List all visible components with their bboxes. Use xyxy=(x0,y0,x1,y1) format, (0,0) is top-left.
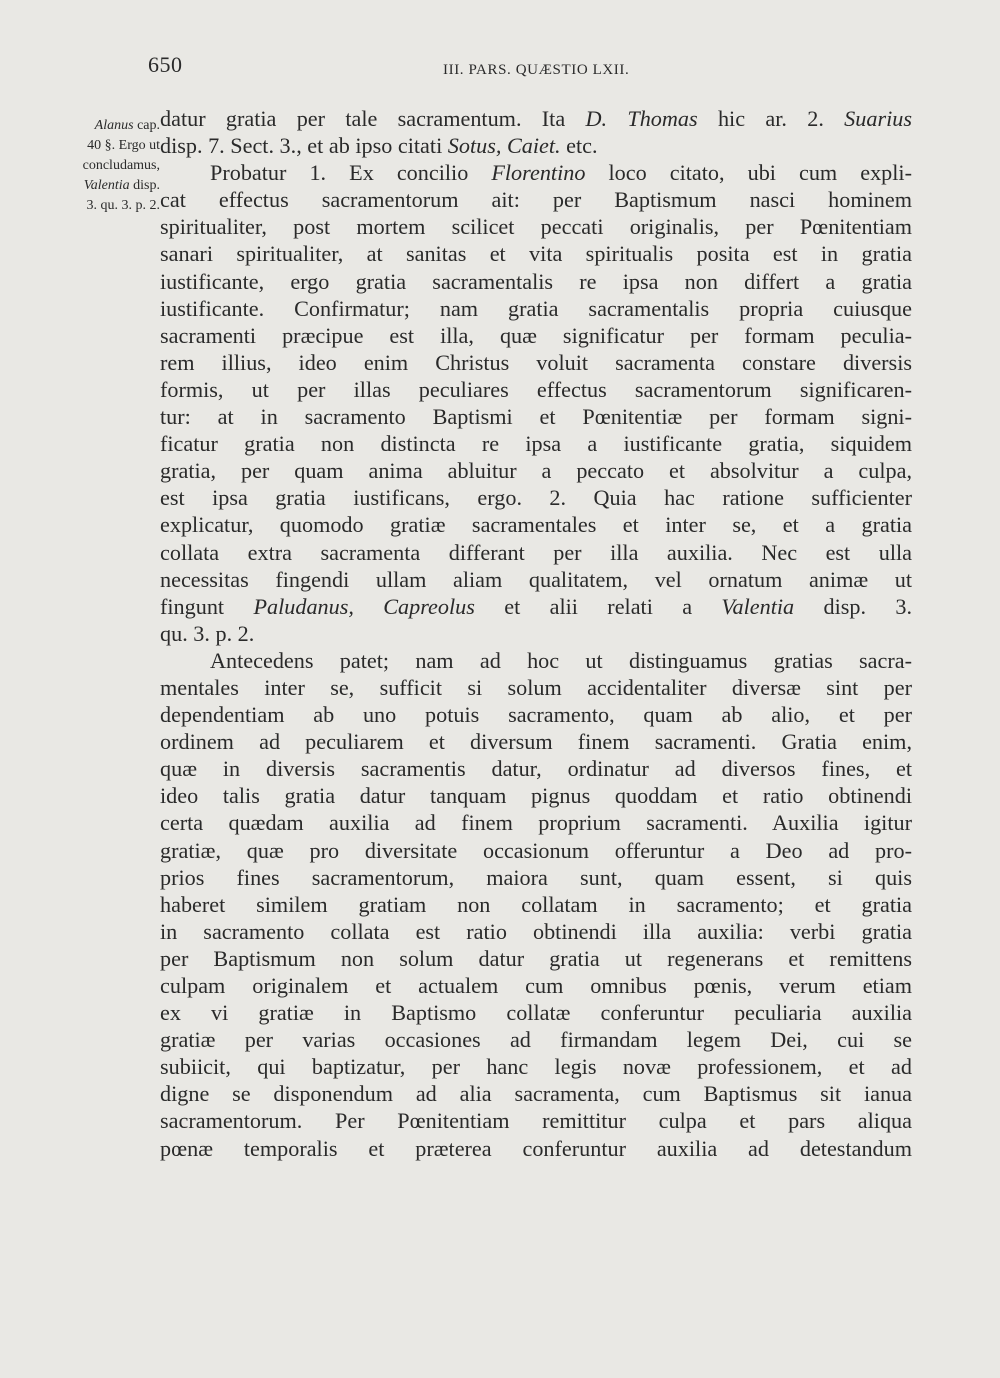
text-segment: ideo talis gratia datur tanquam pignus quoddam et ratio obtinendi xyxy=(160,783,912,809)
text-line xyxy=(160,105,912,132)
text-segment: ex vi gratiæ in Baptismo collatæ conferuntur peculiaria auxilia xyxy=(160,1000,912,1026)
text-segment: haberet similem gratiam non collatam in sacramento; et gratia xyxy=(160,891,912,917)
body-text xyxy=(160,105,912,1162)
text-line xyxy=(160,295,912,322)
text-line xyxy=(160,349,912,376)
text-line xyxy=(160,918,912,945)
text-segment: qu. 3. p. 2. xyxy=(160,620,255,646)
text-line xyxy=(160,132,912,159)
text-segment: iustificante, ergo gratia sacramentalis re ipsa non differt a gratia xyxy=(160,268,912,294)
text-segment: concludamus, xyxy=(82,158,160,173)
text-segment: dependentiam ab uno potuis sacramento, quam ab alio, et per xyxy=(160,702,912,728)
text-segment: prios fines sacramentorum, maiora sunt, quam essent, si quis xyxy=(160,864,912,890)
text-segment: per Baptismum non solum datur gratia ut regenerans et remittens xyxy=(160,945,912,971)
text-segment: loco citato, ubi cum expli- xyxy=(585,160,912,186)
text-segment: necessitas fingendi ullam aliam qualitatem, vel ornatum animæ ut xyxy=(160,566,912,592)
text-segment: disp. 3. xyxy=(794,593,912,619)
text-segment: pœnæ temporalis et præterea conferuntur auxilia ad detestandum xyxy=(160,1135,912,1161)
margin-note-line xyxy=(30,136,160,156)
text-segment: Probatur 1. Ex concilio xyxy=(210,160,492,186)
text-segment: gratiæ, quæ pro diversitate occasionum offeruntur a Deo ad pro- xyxy=(160,837,912,863)
text-segment: collata extra sacramenta differant per illa auxilia. Nec est ulla xyxy=(160,539,912,565)
text-line xyxy=(160,620,912,647)
text-line xyxy=(160,268,912,295)
text-segment: subiicit, qui baptizatur, per hanc legis novæ professionem, et ad xyxy=(160,1054,912,1080)
text-line xyxy=(160,593,912,620)
italic-citation: D. Thomas xyxy=(585,106,698,131)
text-line xyxy=(160,1026,912,1053)
text-segment: iustificante. Confirmatur; nam gratia sacramentalis propria cuiusque xyxy=(160,295,912,321)
text-line xyxy=(160,674,912,701)
text-segment: disp. xyxy=(129,178,160,193)
text-segment: disp. 7. Sect. 3., et ab ipso citati xyxy=(160,133,448,159)
text-line xyxy=(160,782,912,809)
text-segment: est ipsa gratia iustificans, ergo. 2. Quia hac ratione sufficienter xyxy=(160,485,912,511)
text-line xyxy=(160,186,912,213)
italic-citation: Valentia xyxy=(83,178,130,193)
text-line xyxy=(160,999,912,1026)
running-head: III. PARS. QUÆSTIO LXII. xyxy=(443,62,630,78)
text-segment: culpam originalem et actualem cum omnibus pœnis, verum etiam xyxy=(160,973,912,998)
text-line xyxy=(160,403,912,430)
text-line xyxy=(160,1107,912,1134)
italic-citation: Valentia xyxy=(721,593,795,619)
text-segment: hic ar. 2. xyxy=(697,106,845,131)
text-segment: explicatur, quomodo gratiæ sacramentales et inter se, et a gratia xyxy=(160,512,912,538)
text-line xyxy=(160,864,912,891)
text-segment: etc. xyxy=(560,133,598,159)
text-segment: fingunt xyxy=(160,593,254,619)
text-segment: gratia, per quam anima abluitur a peccato et absolvitur a culpa, xyxy=(160,458,912,484)
text-line xyxy=(160,457,912,484)
text-line xyxy=(160,728,912,755)
text-line xyxy=(160,945,912,972)
text-segment: tur: at in sacramento Baptismi et Pœnitentiæ per formam signi- xyxy=(160,404,912,430)
text-segment: sacramenti præcipue est illa, quæ significatur per formam peculia- xyxy=(160,322,912,348)
text-segment: ficatur gratia non distincta re ipsa a iustificante gratia, siquidem xyxy=(160,431,912,457)
text-segment: digne se disponendum ad alia sacramenta, cum Baptismus sit ianua xyxy=(160,1081,912,1107)
text-segment: formis, ut per illas peculiares effectus sacramentorum significaren- xyxy=(160,376,912,402)
text-line xyxy=(160,891,912,918)
text-segment: sanari spiritualiter, at sanitas et vita spiritualis posita est in gratia xyxy=(160,241,912,267)
text-line xyxy=(160,566,912,593)
italic-citation: Suarius xyxy=(844,106,912,131)
text-segment: quæ in diversis sacramentis datur, ordinatur ad diversos fines, et xyxy=(160,756,912,782)
margin-notes xyxy=(30,116,160,216)
text-segment: rem illius, ideo enim Christus voluit sacramenta constare diversis xyxy=(160,349,912,375)
italic-citation: Florentino xyxy=(491,160,586,186)
text-segment: sacramentorum. Per Pœnitentiam remittitur culpa et pars aliqua xyxy=(160,1108,912,1134)
text-segment: ordinem ad peculiarem et diversum finem sacramenti. Gratia enim, xyxy=(160,729,912,755)
margin-note-line xyxy=(30,196,160,216)
text-line xyxy=(160,837,912,864)
text-line xyxy=(160,1135,912,1162)
text-line xyxy=(160,647,912,674)
text-line xyxy=(160,701,912,728)
text-line xyxy=(160,755,912,782)
text-line xyxy=(160,484,912,511)
text-line xyxy=(160,159,912,186)
text-segment: et alii relati a xyxy=(474,593,722,619)
text-segment: mentales inter se, sufficit si solum accidentaliter diversæ sint per xyxy=(160,674,912,700)
text-line xyxy=(160,322,912,349)
text-segment: gratiæ per varias occasiones ad firmandam legem Dei, cui se xyxy=(160,1027,912,1053)
margin-note-line xyxy=(30,116,160,136)
text-line xyxy=(160,1053,912,1080)
text-segment: certa quædam auxilia ad finem proprium sacramenti. Auxilia igitur xyxy=(160,810,912,836)
page-number: 650 xyxy=(148,52,183,77)
text-segment: datur gratia per tale sacramentum. Ita xyxy=(160,106,586,131)
text-segment: in sacramento collata est ratio obtinendi illa auxilia: verbi gratia xyxy=(160,918,912,944)
italic-citation: Paludanus, Capreolus xyxy=(253,593,475,619)
text-line xyxy=(160,511,912,538)
italic-citation: Alanus xyxy=(94,118,134,133)
text-line xyxy=(160,972,912,999)
text-segment: cap. xyxy=(133,118,160,133)
text-line xyxy=(160,376,912,403)
text-segment: spiritualiter, post mortem scilicet peccati originalis, per Pœnitentiam xyxy=(160,214,912,240)
text-line xyxy=(160,1080,912,1107)
text-line xyxy=(160,430,912,457)
text-segment: cat effectus sacramentorum ait: per Baptismum nasci hominem xyxy=(160,187,912,213)
text-line xyxy=(160,240,912,267)
margin-note-line xyxy=(30,156,160,176)
margin-note-line xyxy=(30,176,160,196)
text-line xyxy=(160,539,912,566)
text-segment: 3. qu. 3. p. 2. xyxy=(86,198,160,213)
italic-citation: Sotus, Caiet. xyxy=(447,133,561,159)
text-segment: Antecedens patet; nam ad hoc ut distinguamus gratias sacra- xyxy=(210,647,912,673)
text-line xyxy=(160,809,912,836)
text-line xyxy=(160,213,912,240)
text-segment: 40 §. Ergo ut xyxy=(87,138,160,153)
